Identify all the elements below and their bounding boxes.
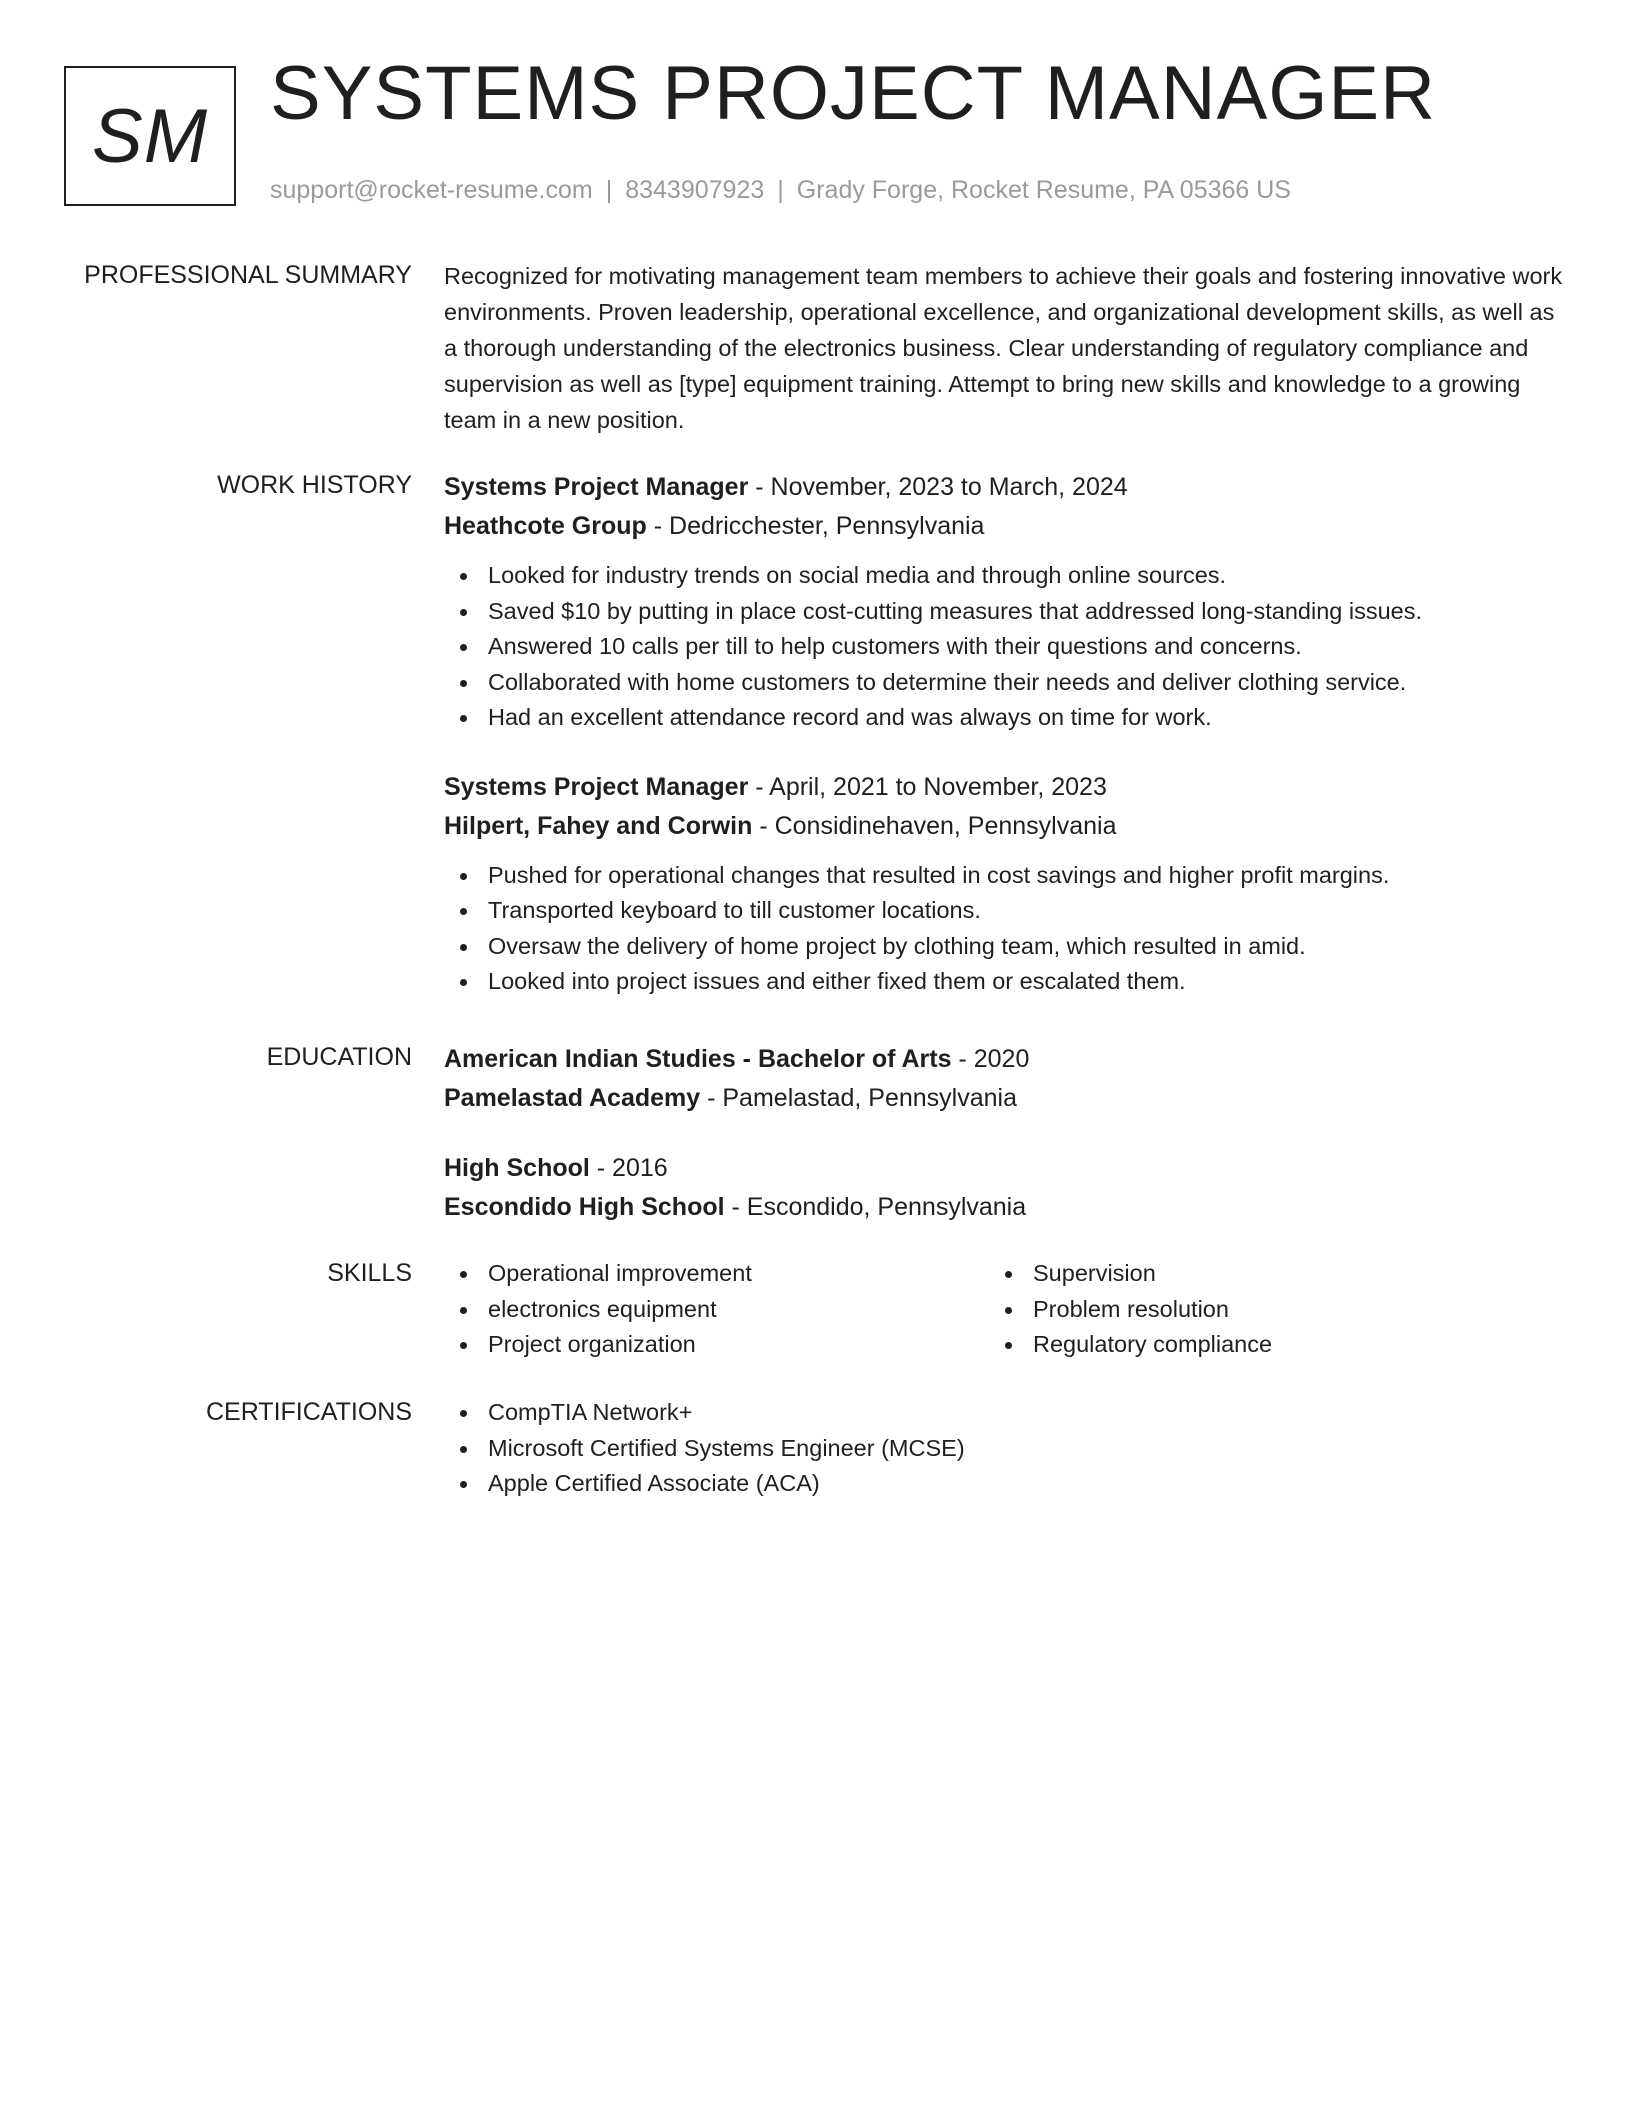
job-company-line	[444, 807, 1564, 846]
contact-line	[270, 176, 1291, 205]
section-label-work-history: WORK HISTORY	[217, 471, 412, 499]
list-item: CompTIA Network+	[488, 1395, 1564, 1431]
education-degree-line	[444, 1149, 1564, 1188]
section-label-summary: PROFESSIONAL SUMMARY	[84, 261, 412, 289]
contact-email: support@rocket-resume.com	[270, 176, 593, 204]
education-school-line	[444, 1079, 1564, 1118]
skills-list-left	[444, 1256, 989, 1363]
monogram: SM	[64, 66, 236, 206]
list-item: Regulatory compliance	[1033, 1327, 1534, 1363]
list-item: Answered 10 calls per till to help customers with their questions and concerns.	[488, 629, 1564, 665]
skills-column-left	[444, 1256, 989, 1363]
job-company-line	[444, 507, 1564, 546]
education-body	[444, 1040, 1564, 1227]
list-item: Collaborated with home customers to determine their needs and deliver clothing service.	[488, 665, 1564, 701]
list-item: Saved $10 by putting in place cost-cutting measures that addressed long-standing issues.	[488, 594, 1564, 630]
job-entry	[444, 768, 1564, 1000]
list-item: Operational improvement	[488, 1256, 989, 1292]
education-school: Pamelastad Academy	[444, 1084, 701, 1112]
education-entry	[444, 1149, 1564, 1227]
job-title-line	[444, 468, 1564, 507]
job-company: Heathcote Group	[444, 512, 647, 540]
education-degree: American Indian Studies - Bachelor of Arts	[444, 1045, 952, 1073]
contact-separator: |	[777, 176, 784, 204]
list-item: Looked for industry trends on social media and through online sources.	[488, 558, 1564, 594]
job-bullets	[444, 558, 1564, 736]
education-degree: High School	[444, 1154, 590, 1182]
job-dates: - November, 2023 to March, 2024	[755, 473, 1128, 501]
job-location: - Considinehaven, Pennsylvania	[759, 811, 1117, 840]
certifications-list	[444, 1395, 1564, 1502]
education-degree-line	[444, 1040, 1564, 1079]
list-item: Transported keyboard to till customer locations.	[488, 893, 1564, 929]
job-title: Systems Project Manager	[444, 772, 749, 801]
section-label-education: EDUCATION	[266, 1043, 412, 1071]
skills-body	[444, 1256, 1564, 1363]
list-item: Supervision	[1033, 1256, 1534, 1292]
list-item: Apple Certified Associate (ACA)	[488, 1466, 1564, 1502]
skills-grid	[444, 1256, 1564, 1363]
summary-text: Recognized for motivating management team members to achieve their goals and fostering innovative work environments. Proven leadership, operational excellence, and organizational development skills, as well as a thorough understanding of the electronics business. Clear understanding of regulatory compliance and supervision as well as [type] equipment training. Attempt to bring new skills and knowledge to a growing team in a new position.	[444, 263, 1563, 433]
education-year: - 2016	[596, 1154, 668, 1182]
skills-list-right	[989, 1256, 1534, 1363]
list-item: Microsoft Certified Systems Engineer (MCSE)	[488, 1431, 1564, 1467]
education-location: - Pamelastad, Pennsylvania	[707, 1084, 1017, 1112]
list-item: Oversaw the delivery of home project by clothing team, which resulted in amid.	[488, 929, 1564, 965]
skills-column-right	[989, 1256, 1534, 1363]
job-title: Systems Project Manager	[444, 473, 749, 501]
education-school-line	[444, 1188, 1564, 1227]
contact-phone: 8343907923	[625, 176, 765, 204]
education-location: - Escondido, Pennsylvania	[731, 1193, 1027, 1221]
education-entry	[444, 1040, 1564, 1118]
contact-address: Grady Forge, Rocket Resume, PA 05366 US	[796, 176, 1291, 204]
summary-body	[444, 258, 1564, 438]
list-item: electronics equipment	[488, 1292, 989, 1328]
job-dates: - April, 2021 to November, 2023	[755, 772, 1107, 801]
contact-separator: |	[605, 176, 613, 204]
section-label-certifications: CERTIFICATIONS	[205, 1398, 412, 1426]
list-item: Looked into project issues and either fixed them or escalated them.	[488, 964, 1564, 1000]
page-title: SYSTEMS PROJECT MANAGER	[270, 51, 1437, 136]
job-bullets	[444, 858, 1564, 1000]
certifications-body	[444, 1395, 1564, 1502]
education-year: - 2020	[958, 1045, 1030, 1073]
job-location: - Dedricchester, Pennsylvania	[653, 512, 985, 540]
list-item: Project organization	[488, 1327, 989, 1363]
job-company: Hilpert, Fahey and Corwin	[444, 811, 753, 840]
work-history-body	[444, 468, 1564, 1000]
list-item: Pushed for operational changes that resulted in cost savings and higher profit margins.	[488, 858, 1564, 894]
job-title-line	[444, 768, 1564, 807]
list-item: Problem resolution	[1033, 1292, 1534, 1328]
section-label-skills: SKILLS	[327, 1259, 412, 1287]
education-school: Escondido High School	[444, 1193, 725, 1221]
job-entry	[444, 468, 1564, 736]
list-item: Had an excellent attendance record and was always on time for work.	[488, 700, 1564, 736]
